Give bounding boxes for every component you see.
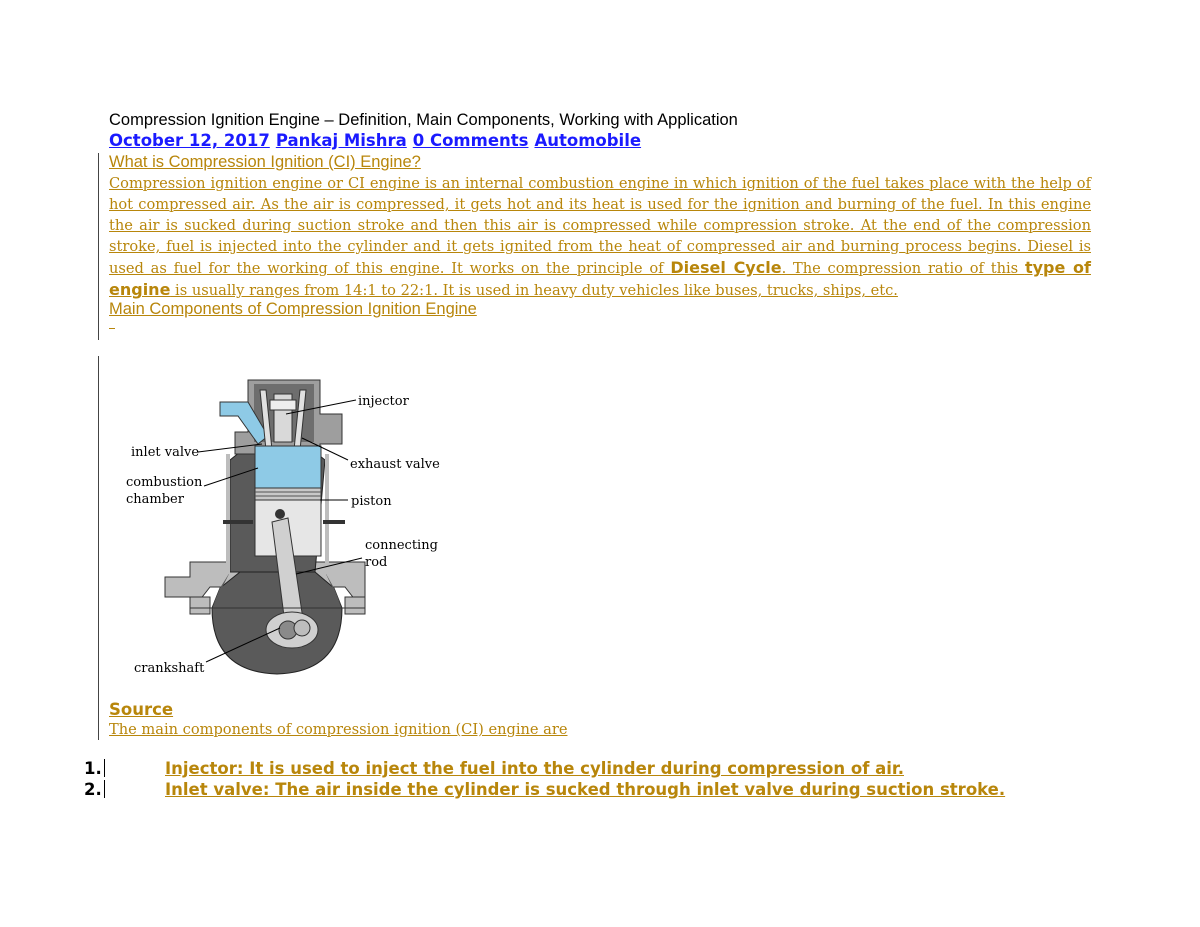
list-item-injector[interactable]: Injector: It is used to inject the fuel into the cylinder during compression of air. xyxy=(165,759,904,778)
block-flange xyxy=(323,520,345,524)
heading-main-components[interactable]: Main Components of Compression Ignition Engine xyxy=(109,300,477,318)
diesel-cycle-link[interactable]: Diesel Cycle xyxy=(670,258,782,277)
date-link[interactable]: October 12, 2017 xyxy=(109,131,270,150)
label-rod: rod xyxy=(365,555,388,570)
label-combustion: combustion xyxy=(126,475,203,490)
intro-paragraph[interactable] xyxy=(109,173,1091,301)
source-link[interactable]: Source xyxy=(109,700,174,719)
label-exhaust-valve: exhaust valve xyxy=(350,457,440,472)
label-chamber: chamber xyxy=(126,492,184,507)
empty-link[interactable] xyxy=(109,328,115,329)
piston-rings xyxy=(255,488,321,500)
category-link[interactable]: Automobile xyxy=(534,131,642,150)
block-flange xyxy=(223,520,253,524)
ci-engine-diagram xyxy=(120,372,450,688)
type-of-engine-link[interactable]: type of engine xyxy=(109,258,1091,299)
article-title: Compression Ignition Engine – Definition, Main Components, Working with Application xyxy=(109,111,738,129)
injector-cap xyxy=(270,400,296,410)
para-text: is usually ranges from 14:1 to 22:1. It is used in heavy duty vehicles like buses, trucks, ships, etc. xyxy=(170,282,898,299)
left-border xyxy=(98,356,99,740)
components-intro[interactable]: The main components of compression ignition (CI) engine are xyxy=(109,721,568,738)
heading-what-is-ci[interactable]: What is Compression Ignition (CI) Engine? xyxy=(109,153,421,171)
label-inlet-valve: inlet valve xyxy=(131,445,200,460)
label-crankshaft: crankshaft xyxy=(134,661,205,676)
gudgeon-pin xyxy=(275,509,285,519)
comments-link[interactable]: 0 Comments xyxy=(412,131,529,150)
block-edge xyxy=(325,454,329,574)
label-injector: injector xyxy=(358,394,409,409)
list-item-inlet-valve[interactable]: Inlet valve: The air inside the cylinder is sucked through inlet valve during suction stroke. xyxy=(165,780,1006,799)
combustion-chamber xyxy=(255,446,321,488)
block-edge xyxy=(226,454,230,574)
author-link[interactable]: Pankaj Mishra xyxy=(275,131,407,150)
list-number: 1. xyxy=(84,759,105,778)
left-border xyxy=(98,153,99,340)
list-number: 2. xyxy=(84,780,105,799)
label-connecting: connecting xyxy=(365,538,438,553)
label-piston: piston xyxy=(351,494,392,509)
para-text: . The compression ratio of this xyxy=(781,260,1025,277)
crank-journal xyxy=(294,620,310,636)
article-meta xyxy=(109,131,647,150)
para-text: Compression ignition engine or CI engine is an internal combustion engine in which ignition of the fuel takes place with the help of hot compressed air. As the air is compressed, it gets hot and its heat is used for the ignition and burning of the fuel. In this engine the air is sucked during suction stroke and then this air is compressed while compression stroke. At the end of the compression stroke, fuel is injected into the cylinder and it gets ignited from the heat of compressed air and burning process begins. Diesel is used as fuel for the working of this engine. It works on the principle of xyxy=(109,175,1091,277)
